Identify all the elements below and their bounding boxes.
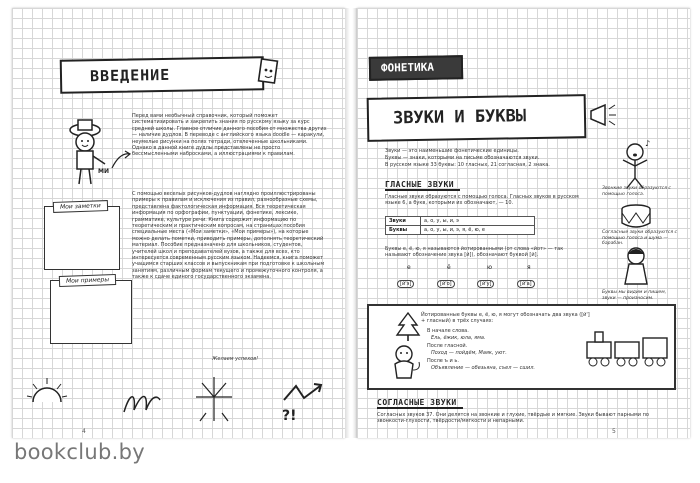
case-1-example: Ель, ёжик, юла, яма. bbox=[431, 335, 486, 341]
intro-banner-title: ВВЕДЕНИЕ bbox=[89, 65, 171, 86]
left-page-number: 4 bbox=[82, 428, 86, 435]
sound-pair: [й'э] bbox=[397, 280, 414, 288]
table-row bbox=[386, 226, 535, 235]
table-cell: а, о, у, ы, и, э bbox=[421, 217, 535, 226]
train-doodle-icon bbox=[585, 326, 671, 370]
letter-yo: ё bbox=[447, 264, 451, 271]
intro-banner bbox=[60, 56, 265, 94]
singing-figure-icon bbox=[615, 140, 655, 190]
tree-icon bbox=[395, 311, 421, 343]
examples-box[interactable] bbox=[50, 276, 132, 344]
case-3: После ъ и ь. bbox=[427, 358, 459, 364]
examples-label: Мои примеры bbox=[59, 274, 116, 287]
phonetics-banner bbox=[369, 55, 463, 81]
sound-pair: [й'у] bbox=[477, 280, 494, 288]
megaphone-icon bbox=[587, 103, 617, 127]
case-2-example: Поход — пойдём, Маяк, уют. bbox=[431, 350, 507, 356]
case-1: В начале слова. bbox=[427, 328, 469, 334]
vowels-text: Гласные звуки образуются с помощью голоса. Гласных звуков в русском языке 6, а букв, которыми их обозначают, — 10. bbox=[385, 194, 579, 207]
table-cell: Звуки bbox=[386, 217, 421, 226]
vowels-title: ГЛАСНЫЕ ЗВУКИ bbox=[385, 180, 455, 189]
sun-doodle-icon bbox=[27, 376, 67, 406]
definition-1: Звуки — это наименьшие фонетические единицы. bbox=[385, 148, 519, 154]
wish-text: Желаем успехов! bbox=[212, 356, 259, 362]
girl-doodle-icon bbox=[619, 246, 653, 290]
squiggle-doodle-icon bbox=[122, 390, 162, 418]
iotated-text: Буквы е, ё, ю, я называются йотированными (от слова «йот» — так называют обозначение звука [й]), обозначают буквой [й]. bbox=[385, 246, 564, 259]
chapter-title: ЗВУКИ И БУКВЫ bbox=[392, 106, 527, 129]
zigzag-arrow-icon bbox=[282, 380, 326, 406]
letter-yu: ю bbox=[487, 264, 493, 271]
chapter-banner bbox=[367, 94, 587, 142]
mascot-label: МИ bbox=[98, 168, 109, 175]
sound-pair: [й'о] bbox=[437, 280, 455, 288]
table-row bbox=[386, 217, 535, 226]
drum-icon bbox=[619, 203, 653, 229]
caption-letters: Буквы мы видим и пишем, звуки — произносим. bbox=[602, 290, 667, 301]
right-page bbox=[357, 8, 690, 438]
phonetics-banner-title: ФОНЕТИКА bbox=[380, 60, 435, 75]
boy-doodle-icon bbox=[57, 118, 117, 188]
book-gutter bbox=[345, 8, 357, 438]
right-page-number: 5 bbox=[612, 428, 616, 435]
arrow-icon bbox=[110, 148, 132, 170]
case-3-example: Объявление — обезьяна, съел — сшил. bbox=[431, 365, 535, 371]
left-page bbox=[12, 8, 345, 438]
definition-2: Буквы — знаки, которыми на письме обозначаются звуки. bbox=[385, 155, 540, 161]
vowels-table bbox=[385, 216, 535, 235]
consonants-title: СОГЛАСНЫЕ ЗВУКИ bbox=[377, 398, 457, 407]
consonants-text: Согласных звуков 37. Они делятся на звонкие и глухие, твёрдые и мягкие. Звуки бывают парными по звонкости-глухости, твёрдости/мягкости и непарными. bbox=[377, 412, 649, 425]
caption-vowels: Звонкие звуки образуются с помощью голоса. bbox=[602, 186, 671, 197]
notebook-doodle-icon bbox=[257, 56, 281, 88]
case-2: После гласной. bbox=[427, 343, 468, 349]
body-text: С помощью веселых рисунков-дудлов наглядно проиллюстрированы примеры к правилам и исключения из правил, разнообразные схемы, представлена фактологическая информация. Вся теоретическая информация по орфографии, пунктуации, фонетике, лексике, грамматике, культуре речи. Книга содержит информацию по теоретическим и практическим вопросам, на страницах пособия специальные места («Мои заметки», «Мои примеры»), на которые можно делать пометки, приводить примеры, дополнять теоретический материал. Пособие предназначено для школьников, студентов, учителей школ и преподавателей вузов, а также для всех, кто интересуется современным русским языком. Надеемся, книга поможет учащимся старших классов и выпускникам при подготовке к школьным занятиям, различным формам текущего и промежуточного контроля, а также к сдаче единого государственного экзамена. bbox=[132, 191, 325, 281]
watermark: bookclub.by bbox=[14, 440, 145, 464]
question-doodle: ?! bbox=[282, 408, 297, 424]
table-cell: Буквы bbox=[386, 226, 421, 235]
letter-e: е bbox=[407, 264, 411, 271]
letter-ya: я bbox=[527, 264, 531, 271]
firework-doodle-icon bbox=[192, 373, 236, 423]
caption-consonants: Согласные звуки образуются с помощью голоса и шума — барабан. bbox=[602, 230, 678, 247]
intro-text: Перед вами необычный справочник, который поможет систематизировать и закрепить знания по русскому языку за курс средней школы. Главное отличие данного пособия от множества других — наличие дудлов. В переводе с английского языка doodle — каракули, неумелые рисунки на полях тетради, отвлеченные школьниками. Однако в данной книге дудлы представлены не просто бессмысленными набросками, а иллюстрациями к правилам. bbox=[132, 113, 327, 158]
notes-label: Мои заметки bbox=[53, 200, 108, 213]
two-sounds-text: Йотированные буквы е, ё, ю, я могут обозначать два звука ([й'] + гласный) в трёх случаях: bbox=[421, 312, 590, 325]
notes-box[interactable] bbox=[44, 202, 120, 270]
definition-3: В русском языке 33 буквы: 10 гласных, 21 согласная, 2 знака. bbox=[385, 162, 550, 168]
monkey-doodle-icon bbox=[387, 344, 421, 384]
svg-text:♪: ♪ bbox=[645, 139, 651, 148]
sound-pair: [й'а] bbox=[517, 280, 535, 288]
table-cell: а, о, у, ы, и, э, я, ё, ю, е bbox=[421, 226, 535, 235]
